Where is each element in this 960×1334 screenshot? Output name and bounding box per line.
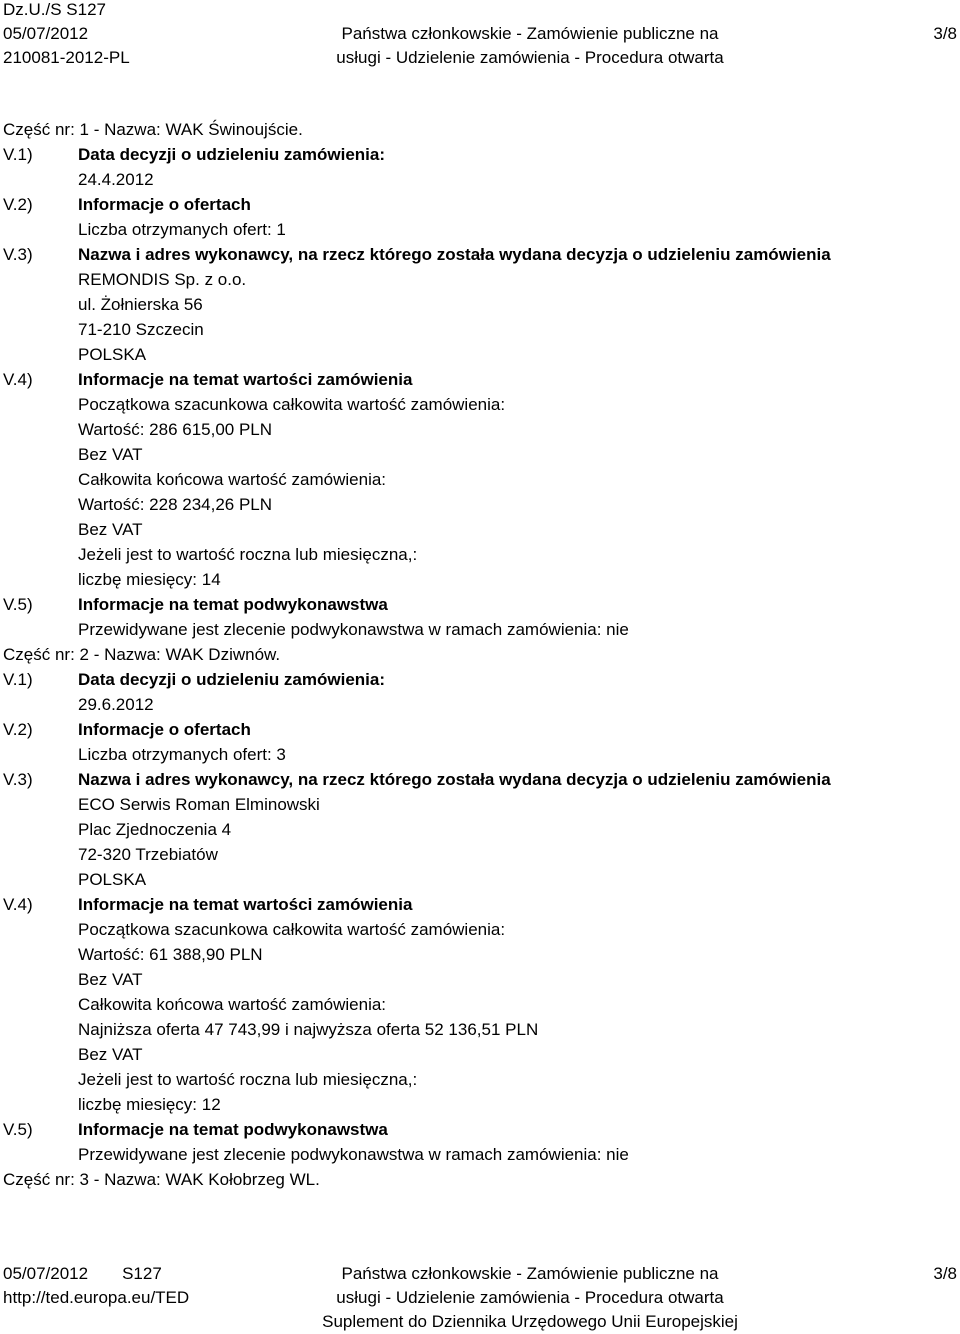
- value-line: liczbę miesięcy: 12: [78, 1095, 221, 1114]
- award-date: 24.4.2012: [78, 170, 154, 189]
- header-title-line1: Państwa członkowskie - Zamówienie publiczne na: [341, 24, 719, 43]
- value-line: Jeżeli jest to wartość roczna lub miesięczna,:: [78, 545, 418, 564]
- offers-count: Liczba otrzymanych ofert: 3: [78, 745, 286, 764]
- footer-url[interactable]: http://ted.europa.eu/TED: [3, 1288, 190, 1307]
- value-line: Bez VAT: [78, 445, 143, 464]
- part-title: Część nr: 1 - Nazwa: WAK Świnoujście.: [3, 120, 303, 139]
- header-date: 05/07/2012: [3, 24, 89, 43]
- value-line: liczbę miesięcy: 14: [78, 570, 221, 589]
- contractor-country: POLSKA: [78, 870, 147, 889]
- section-heading: Informacje na temat podwykonawstwa: [78, 595, 388, 614]
- contractor-name: ECO Serwis Roman Elminowski: [78, 795, 320, 814]
- section-number: V.1): [3, 145, 33, 164]
- header-left: [3, 0, 253, 70]
- part-title: Część nr: 3 - Nazwa: WAK Kołobrzeg WL.: [3, 1170, 320, 1189]
- footer-center: [300, 1262, 760, 1334]
- value-line: Bez VAT: [78, 970, 143, 989]
- section-number: V.2): [3, 720, 33, 739]
- value-line: Całkowita końcowa wartość zamówienia:: [78, 995, 387, 1014]
- section-heading: Nazwa i adres wykonawcy, na rzecz którego została wydana decyzja o udzieleniu zamówienia: [78, 245, 831, 264]
- contractor-city: 72-320 Trzebiatów: [78, 845, 218, 864]
- section-heading: Data decyzji o udzieleniu zamówienia:: [78, 145, 386, 164]
- section-number: V.2): [3, 195, 33, 214]
- footer-left: [3, 1262, 283, 1310]
- value-line: Najniższa oferta 47 743,99 i najwyższa oferta 52 136,51 PLN: [78, 1020, 539, 1039]
- section-number: V.5): [3, 595, 33, 614]
- value-line: Bez VAT: [78, 1045, 143, 1064]
- subcontracting-info: Przewidywane jest zlecenie podwykonawstwa w ramach zamówienia: nie: [78, 620, 629, 639]
- footer-title-line2: usługi - Udzielenie zamówienia - Procedura otwarta: [336, 1288, 724, 1307]
- header-title-line2: usługi - Udzielenie zamówienia - Procedura otwarta: [336, 48, 724, 67]
- contractor-street: ul. Żołnierska 56: [78, 295, 203, 314]
- subcontracting-info: Przewidywane jest zlecenie podwykonawstwa w ramach zamówienia: nie: [78, 1145, 629, 1164]
- value-line: Jeżeli jest to wartość roczna lub miesięczna,:: [78, 1070, 418, 1089]
- footer-title-line1: Państwa członkowskie - Zamówienie publiczne na: [341, 1264, 719, 1283]
- journal-ref: Dz.U./S S127: [3, 0, 106, 19]
- section-number: V.3): [3, 770, 33, 789]
- value-line: Początkowa szacunkowa całkowita wartość zamówienia:: [78, 395, 506, 414]
- part-title: Część nr: 2 - Nazwa: WAK Dziwnów.: [3, 645, 281, 664]
- section-number: V.5): [3, 1120, 33, 1139]
- footer-page-number: [933, 1262, 957, 1286]
- contractor-city: 71-210 Szczecin: [78, 320, 204, 339]
- footer-date: 05/07/2012: [3, 1264, 89, 1283]
- section-heading: Data decyzji o udzieleniu zamówienia:: [78, 670, 386, 689]
- section-number: V.3): [3, 245, 33, 264]
- footer-code: S127: [122, 1264, 162, 1283]
- award-date: 29.6.2012: [78, 695, 154, 714]
- section-number: V.4): [3, 895, 33, 914]
- contractor-street: Plac Zjednoczenia 4: [78, 820, 232, 839]
- notice-number: 210081-2012-PL: [3, 48, 130, 67]
- value-line: Wartość: 228 234,26 PLN: [78, 495, 273, 514]
- offers-count: Liczba otrzymanych ofert: 1: [78, 220, 286, 239]
- page-number: 3/8: [933, 1264, 957, 1283]
- value-line: Bez VAT: [78, 520, 143, 539]
- section-heading: Informacje o ofertach: [78, 195, 251, 214]
- section-heading: Informacje na temat podwykonawstwa: [78, 1120, 388, 1139]
- footer-supplement: Suplement do Dziennika Urzędowego Unii Europejskiej: [322, 1312, 738, 1331]
- page-number: 3/8: [933, 24, 957, 43]
- section-heading: Informacje na temat wartości zamówienia: [78, 370, 413, 389]
- value-line: Początkowa szacunkowa całkowita wartość zamówienia:: [78, 920, 506, 939]
- value-line: Wartość: 61 388,90 PLN: [78, 945, 263, 964]
- value-line: Całkowita końcowa wartość zamówienia:: [78, 470, 387, 489]
- contractor-country: POLSKA: [78, 345, 147, 364]
- value-line: Wartość: 286 615,00 PLN: [78, 420, 273, 439]
- section-number: V.1): [3, 670, 33, 689]
- header-page-number: [933, 22, 957, 46]
- header-center: [300, 22, 760, 70]
- contractor-name: REMONDIS Sp. z o.o.: [78, 270, 247, 289]
- section-heading: Informacje o ofertach: [78, 720, 251, 739]
- section-heading: Informacje na temat wartości zamówienia: [78, 895, 413, 914]
- section-number: V.4): [3, 370, 33, 389]
- section-heading: Nazwa i adres wykonawcy, na rzecz którego została wydana decyzja o udzieleniu zamówienia: [78, 770, 831, 789]
- notice-content: [0, 117, 960, 1192]
